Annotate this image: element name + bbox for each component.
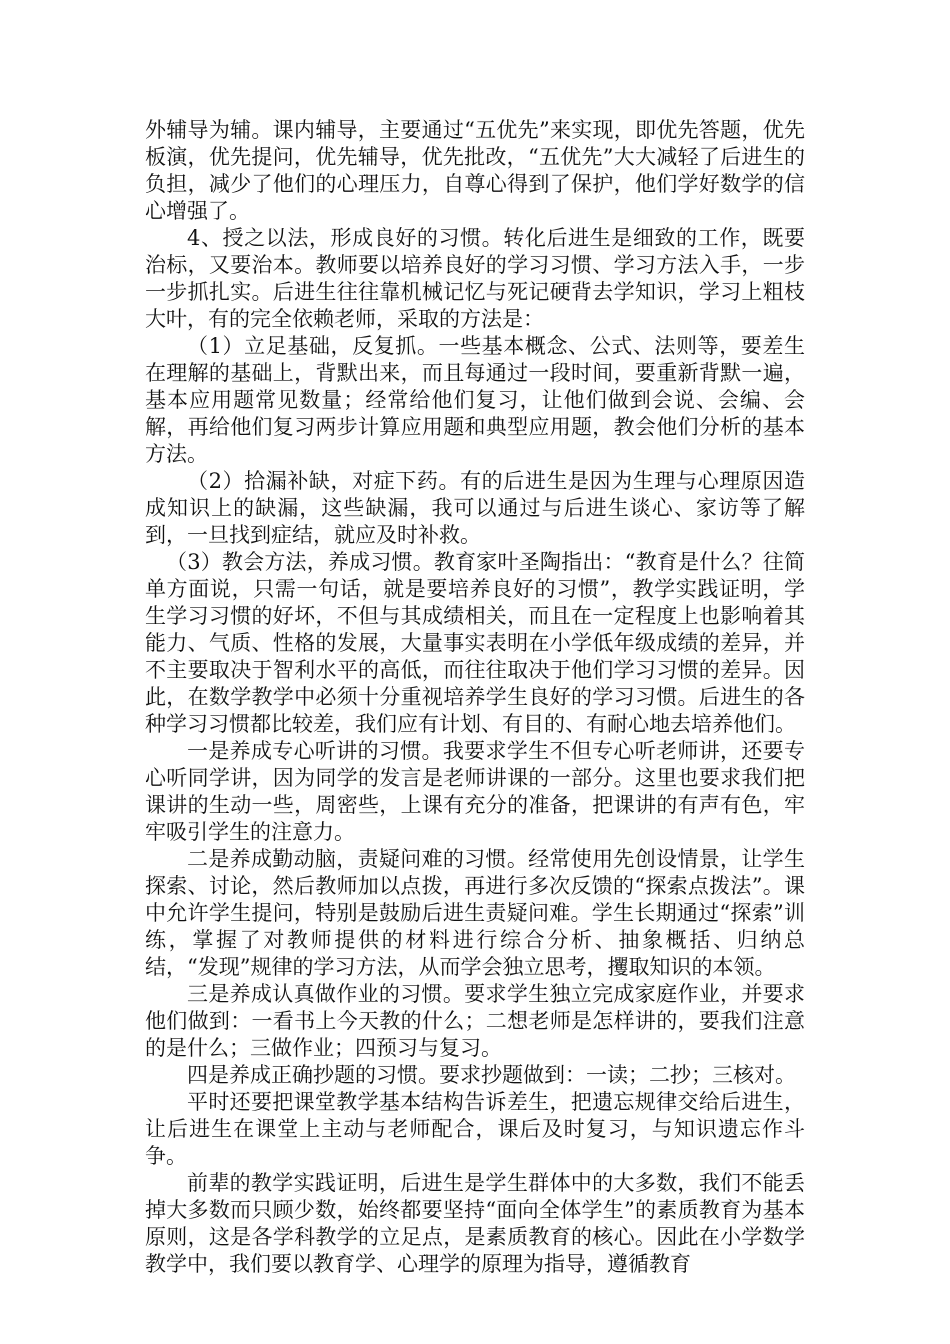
paragraph-conclusion: 前辈的教学实践证明，后进生是学生群体中的大多数，我们不能丢掉大多数而只顾少数，始终都要坚持“面向全体学生”的素质教育为基本原则，这是各学科教学的立足点，是素质教育的核心。因此在小学数学教学中，我们要以教育学、心理学的原理为指导，遵循教育 [145, 1171, 805, 1276]
paragraph-habit-copying: 四是养成正确抄题的习惯。要求抄题做到：一读；二抄；三核对。 [187, 1063, 796, 1087]
document-body [145, 117, 805, 1278]
paragraph-item-3-habits: （3）教会方法，养成习惯。教育家叶圣陶指出：“教育是什么？往简单方面说，只需一句话，就是要培养良好的习惯”，教学实践证明，学生学习习惯的好坏，不但与其成绩相关，而且在一定程度上也影响着其能力、气质、性格的发展，大量事实表明在小学低年级成绩的差异，并不主要取决于智利水平的高低，而往往取决于他们学习习惯的差异。因此，在数学教学中必须十分重视培养学生良好的学习习惯。后进生的各种学习习惯都比较差，我们应有计划、有目的、有耐心地去培养他们。 [145, 550, 805, 736]
paragraph-item-1-basics: （1）立足基础，反复抓。一些基本概念、公式、法则等，要差生在理解的基础上，背默出来，而且每通过一段时间，要重新背默一遍，基本应用题常见数量；经常给他们复习，让他们做到会说、会编、会解，再给他们复习两步计算应用题和典型应用题，教会他们分析的基本方法。 [145, 334, 805, 466]
paragraph-forgetting-curve: 平时还要把课堂教学基本结构告诉差生，把遗忘规律交给后进生，让后进生在课堂上主动与老师配合，课后及时复习，与知识遗忘作斗争。 [145, 1090, 805, 1168]
paragraph-teach-methods-habits: 4、授之以法，形成良好的习惯。转化后进生是细致的工作，既要治标，又要治本。教师要以培养良好的学习习惯、学习方法入手，一步一步抓扎实。后进生往往靠机械记忆与死记硬背去学知识，学习上粗枝大叶，有的完全依赖老师，采取的方法是： [145, 226, 805, 331]
paragraph-tutoring-five-priorities: 外辅导为辅。课内辅导，主要通过“五优先”来实现，即优先答题，优先板演，优先提问，优先辅导，优先批改，“五优先”大大减轻了后进生的负担，减少了他们的心理压力，自尊心得到了保护，他们学好数学的信心增强了。 [145, 118, 805, 223]
paragraph-habit-thinking: 二是养成勤动脑，责疑问难的习惯。经常使用先创设情景，让学生探索、讨论，然后教师加以点拨，再进行多次反馈的“探索点拨法”。课中允许学生提问，特别是鼓励后进生责疑问难。学生长期通过“探索”训练，掌握了对教师提供的材料进行综合分析、抽象概括、归纳总结，“发现”规律的学习方法，从而学会独立思考，攫取知识的本领。 [145, 847, 805, 979]
paragraph-item-2-fill-gaps: （2）拾漏补缺，对症下药。有的后进生是因为生理与心理原因造成知识上的缺漏，这些缺漏，我可以通过与后进生谈心、家访等了解到，一旦找到症结，就应及时补救。 [145, 469, 805, 547]
paragraph-habit-listening: 一是养成专心听讲的习惯。我要求学生不但专心听老师讲，还要专心听同学讲，因为同学的发言是老师讲课的一部分。这里也要求我们把课讲的生动一些，周密些，上课有充分的准备，把课讲的有声有色，牢牢吸引学生的注意力。 [145, 739, 805, 844]
paragraph-habit-homework: 三是养成认真做作业的习惯。要求学生独立完成家庭作业，并要求他们做到：一看书上今天教的什么；二想老师是怎样讲的，要我们注意的是什么；三做作业；四预习与复习。 [145, 982, 805, 1060]
